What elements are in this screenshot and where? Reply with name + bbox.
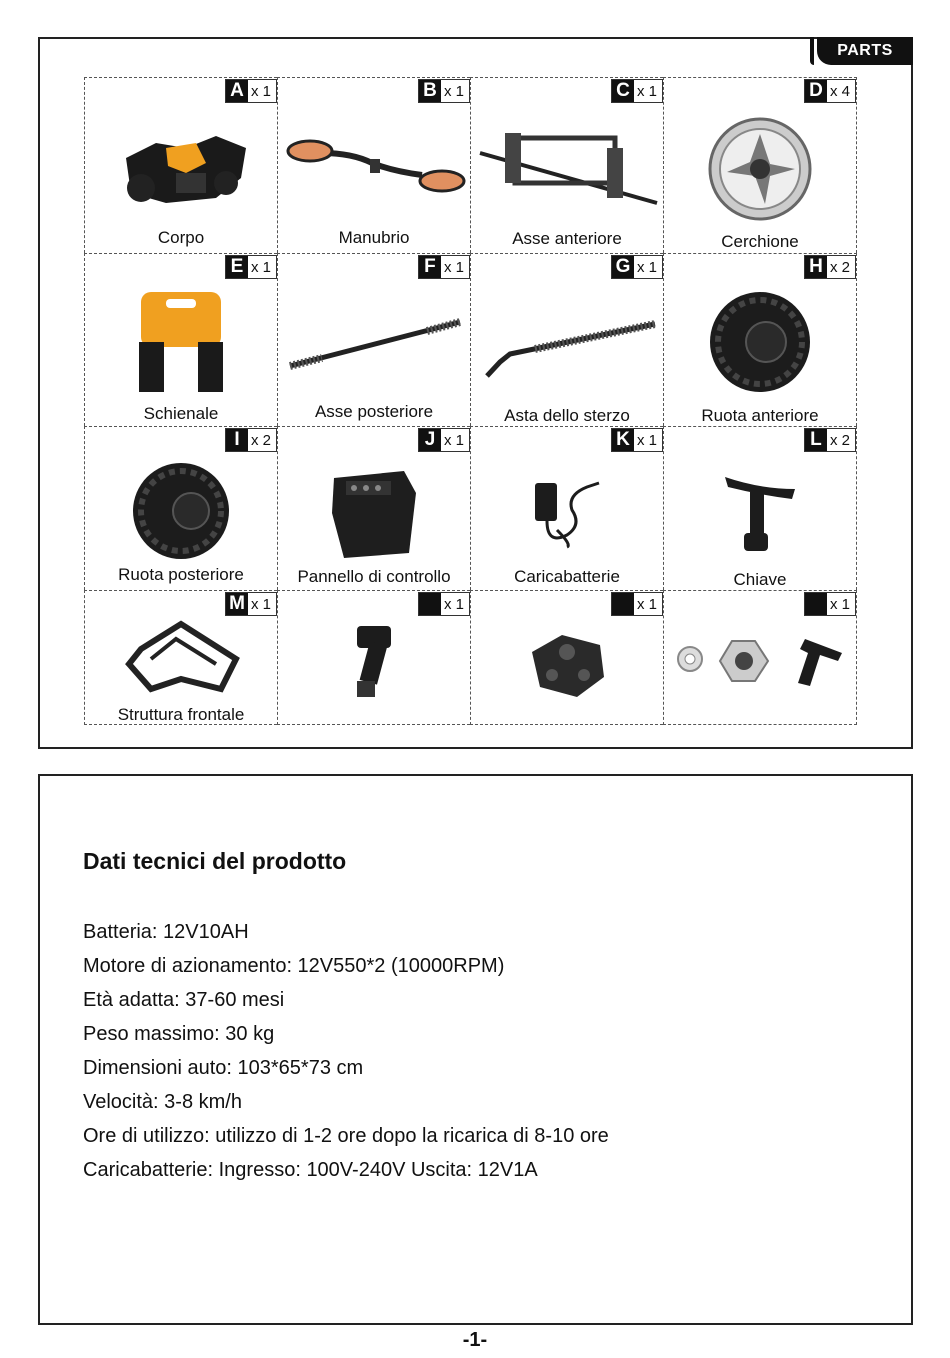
rear-axle-icon [278,314,470,374]
part-qty: x 1 [250,82,271,100]
part-cell-d [663,77,857,253]
part-cell-i [84,426,277,590]
part-badge [804,592,856,616]
wheel-rim-icon [664,114,856,224]
part-label: Manubrio [338,228,410,247]
part-letter: L [805,429,827,451]
part-letter: G [612,256,634,278]
spec-line: Motore di azionamento: 12V550*2 (10000RPM) [83,955,505,977]
steering-joint-icon [278,621,470,701]
charger-icon [471,475,663,550]
part-letter: I [226,429,248,451]
part-label: Cerchione [721,232,799,251]
specs-title: Dati tecnici del prodotto [83,848,347,874]
part-cell-g [470,253,663,426]
part-qty: x 1 [443,82,464,100]
part-cell-c [470,77,663,253]
front-axle-icon [471,123,663,208]
part-qty: x 1 [636,82,657,100]
part-badge [225,255,277,279]
part-label: Corpo [157,228,205,247]
part-qty: x 1 [443,258,464,276]
spec-line: Caricabatterie: Ingresso: 100V-240V Uscita: 12V1A [83,1159,538,1181]
atv-body-icon [85,118,277,213]
part-label: Caricabatterie [514,567,620,586]
part-badge [418,255,470,279]
part-badge [418,592,470,616]
key-icon [664,467,856,557]
part-label: Ruota posteriore [118,565,244,584]
part-badge [225,592,277,616]
part-letter: J [419,429,441,451]
page-number: -1- [462,1329,488,1351]
part-label: Ruota anteriore [701,406,819,425]
part-badge [611,592,663,616]
part-letter: E [226,256,248,278]
part-badge [611,428,663,452]
part-cell-b [277,77,470,253]
part-letter [612,593,634,615]
part-letter: A [226,80,248,102]
part-cell-p [663,590,857,725]
part-badge [804,79,856,103]
part-cell-f [277,253,470,426]
part-cell-k [470,426,663,590]
gear-block-icon [471,627,663,702]
part-letter: B [419,80,441,102]
part-qty: x 1 [250,595,271,613]
part-badge [418,79,470,103]
part-cell-o [470,590,663,725]
part-cell-j [277,426,470,590]
part-letter: C [612,80,634,102]
part-qty: x 1 [443,431,464,449]
part-qty: x 1 [829,595,850,613]
backrest-icon [85,287,277,397]
part-label: Chiave [733,570,787,589]
part-qty: x 1 [250,258,271,276]
part-cell-l [663,426,857,590]
part-cell-n [277,590,470,725]
part-qty: x 1 [443,595,464,613]
part-label: Asta dello sterzo [504,406,630,425]
spec-line: Velocità: 3-8 km/h [83,1091,242,1113]
spec-line: Batteria: 12V10AH [83,921,249,943]
part-qty: x 2 [250,431,271,449]
steering-rod-icon [471,314,663,384]
part-cell-h [663,253,857,426]
part-letter [805,593,827,615]
part-qty: x 2 [829,431,850,449]
part-badge [225,79,277,103]
part-label: Asse posteriore [314,402,434,421]
part-letter: M [226,593,248,615]
front-frame-icon [85,619,277,694]
spec-line: Età adatta: 37-60 mesi [83,989,285,1011]
spec-line: Ore di utilizzo: utilizzo di 1-2 ore dopo la ricarica di 8-10 ore [83,1125,609,1147]
part-letter: K [612,429,634,451]
part-cell-a [84,77,277,253]
part-qty: x 1 [636,595,657,613]
part-cell-m [84,590,277,725]
part-label: Pannello di controllo [297,567,451,586]
front-wheel-icon [664,290,856,395]
spec-line: Dimensioni auto: 103*65*73 cm [83,1057,364,1079]
part-letter: D [805,80,827,102]
part-letter: F [419,256,441,278]
part-qty: x 1 [636,258,657,276]
part-qty: x 4 [829,82,850,100]
part-qty: x 2 [829,258,850,276]
part-cell-e [84,253,277,426]
spec-line: Peso massimo: 30 kg [83,1023,275,1045]
part-label: Asse anteriore [512,229,622,248]
part-letter: H [805,256,827,278]
parts-grid [84,77,857,725]
part-label: Struttura frontale [117,705,245,724]
part-badge [611,255,663,279]
part-badge [418,428,470,452]
part-qty: x 1 [636,431,657,449]
part-badge [611,79,663,103]
part-badge [804,255,856,279]
parts-tab: PARTS [817,37,913,65]
washer-nut-wrench-icon [664,631,856,691]
handlebar-icon [278,133,470,203]
part-label: Schienale [143,404,219,423]
part-badge [804,428,856,452]
part-badge [225,428,277,452]
rear-wheel-icon [85,459,277,564]
control-panel-icon [278,463,470,563]
part-letter [419,593,441,615]
